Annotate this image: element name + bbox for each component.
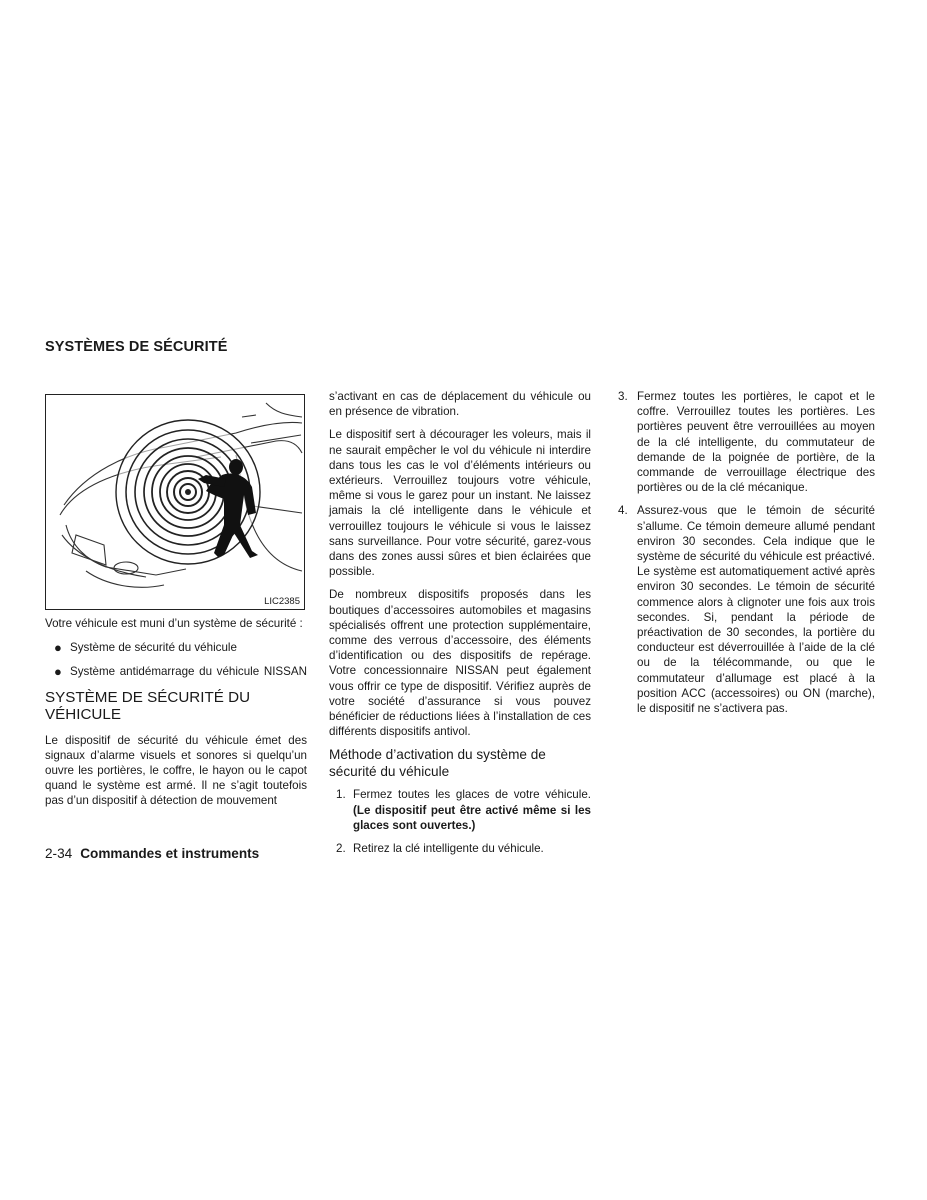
step-text: Fermez toutes les glaces de votre véhicule. — [353, 788, 591, 802]
step-item — [617, 503, 875, 716]
step-item — [329, 787, 591, 833]
step-item — [329, 841, 591, 856]
step-number: 3. — [618, 390, 628, 403]
car-security-illustration — [46, 395, 304, 609]
procedure-steps — [329, 787, 591, 856]
body-paragraph: Le dispositif sert à décourager les voleurs, mais il ne saurait empêcher le vol du véhicule ni interdire dans tous les cas le vol d’éléments intérieurs ou extérieurs. Verrouillez toujours votre véhicule, même si vous le garez pour un instant. Ne laissez jamais la clé intelligente dans le véhicule et verrouillez toujours le véhicule si vous le laissez sans surveillance. Pour votre sécurité, garez-vous dans des zones aussi sûres et bien éclairées que possible. — [329, 428, 591, 579]
feature-list — [45, 640, 307, 679]
step-text: Assurez-vous que le témoin de sécurité s’allume. Ce témoin demeure allumé pendant environ 30 secondes. Cela indique que le système de sécurité du véhicule est préactivé. Le système est automatiquement activé après environ 30 secondes. Le témoin de sécurité commence alors à clignoter une fois aux trois secondes. Si, pendant la période de préactivation de 30 secondes, la portière du conducteur est déverrouillée à l’aide de la clé ou de la télécommande, ou que le commutateur d’allumage est placé à la position ACC (accessoires) ou ON (marche), le dispositif ne s’activera pas. — [637, 504, 875, 716]
step-text: Retirez la clé intelligente du véhicule. — [353, 842, 544, 856]
procedure-steps — [617, 389, 875, 716]
body-paragraph: s’activant en cas de déplacement du véhicule ou en présence de vibration. — [329, 390, 591, 419]
column-2 — [329, 389, 591, 864]
figure-code: LIC2385 — [264, 596, 300, 607]
body-paragraph: Le dispositif de sécurité du véhicule émet des signaux d’alarme visuels et sonores si quelqu’un ouvre les portières, le coffre, le hayon ou le capot quand le système est armé. Il ne s’agit toutefois pas d’un dispositif à détection de mouvement — [45, 733, 307, 808]
list-item — [45, 664, 307, 679]
procedure-heading: Méthode d’activation du système de sécurité du véhicule — [329, 747, 546, 779]
step-number: 4. — [618, 504, 628, 518]
step-note: (Le dispositif peut être activé même si les glaces sont ouvertes.) — [353, 803, 591, 832]
illustration-figure — [45, 394, 305, 610]
step-item — [617, 389, 875, 495]
subsection-heading: SYSTÈME DE SÉCURITÉ DU VÉHICULE — [45, 688, 251, 724]
column-1 — [45, 394, 307, 809]
bullet-icon: ● — [54, 664, 62, 680]
column-3 — [617, 389, 875, 724]
list-item-text: Système de sécurité du véhicule — [70, 641, 237, 655]
list-item-text: Système antidémarrage du véhicule NISSAN — [70, 665, 307, 679]
step-number: 1. — [336, 788, 346, 802]
page-footer — [45, 846, 259, 861]
section-title: SYSTÈMES DE SÉCURITÉ — [45, 339, 228, 355]
bullet-icon: ● — [54, 640, 62, 656]
intro-paragraph: Votre véhicule est muni d’un système de sécurité : — [45, 617, 303, 630]
list-item — [45, 640, 307, 655]
chapter-title: Commandes et instruments — [80, 846, 260, 861]
page-number: 2-34 — [45, 846, 73, 861]
step-number: 2. — [336, 842, 346, 856]
step-text: Fermez toutes les portières, le capot et le coffre. Verrouillez toutes les portières. Les portières peuvent être verrouillées au moyen de la clé intelligente, du commutateur de demande de la poignée de portière, de la commande de verrouillage électrique des portières ou de la clé mécanique. — [637, 390, 875, 495]
body-paragraph: De nombreux dispositifs proposés dans les boutiques d’accessoires automobiles et magasins spécialisés offrent une protection supplémentaire, comme des verrous d’accessoire, des éléments d’identification ou des dispositifs de repérage. Votre concessionnaire NISSAN peut également vous offrir ce type de dispositif. Vérifiez auprès de votre société d’assurance si vous pouvez bénéficier de réductions liées à l’installation de ces différents dispositifs antivol. — [329, 588, 591, 739]
